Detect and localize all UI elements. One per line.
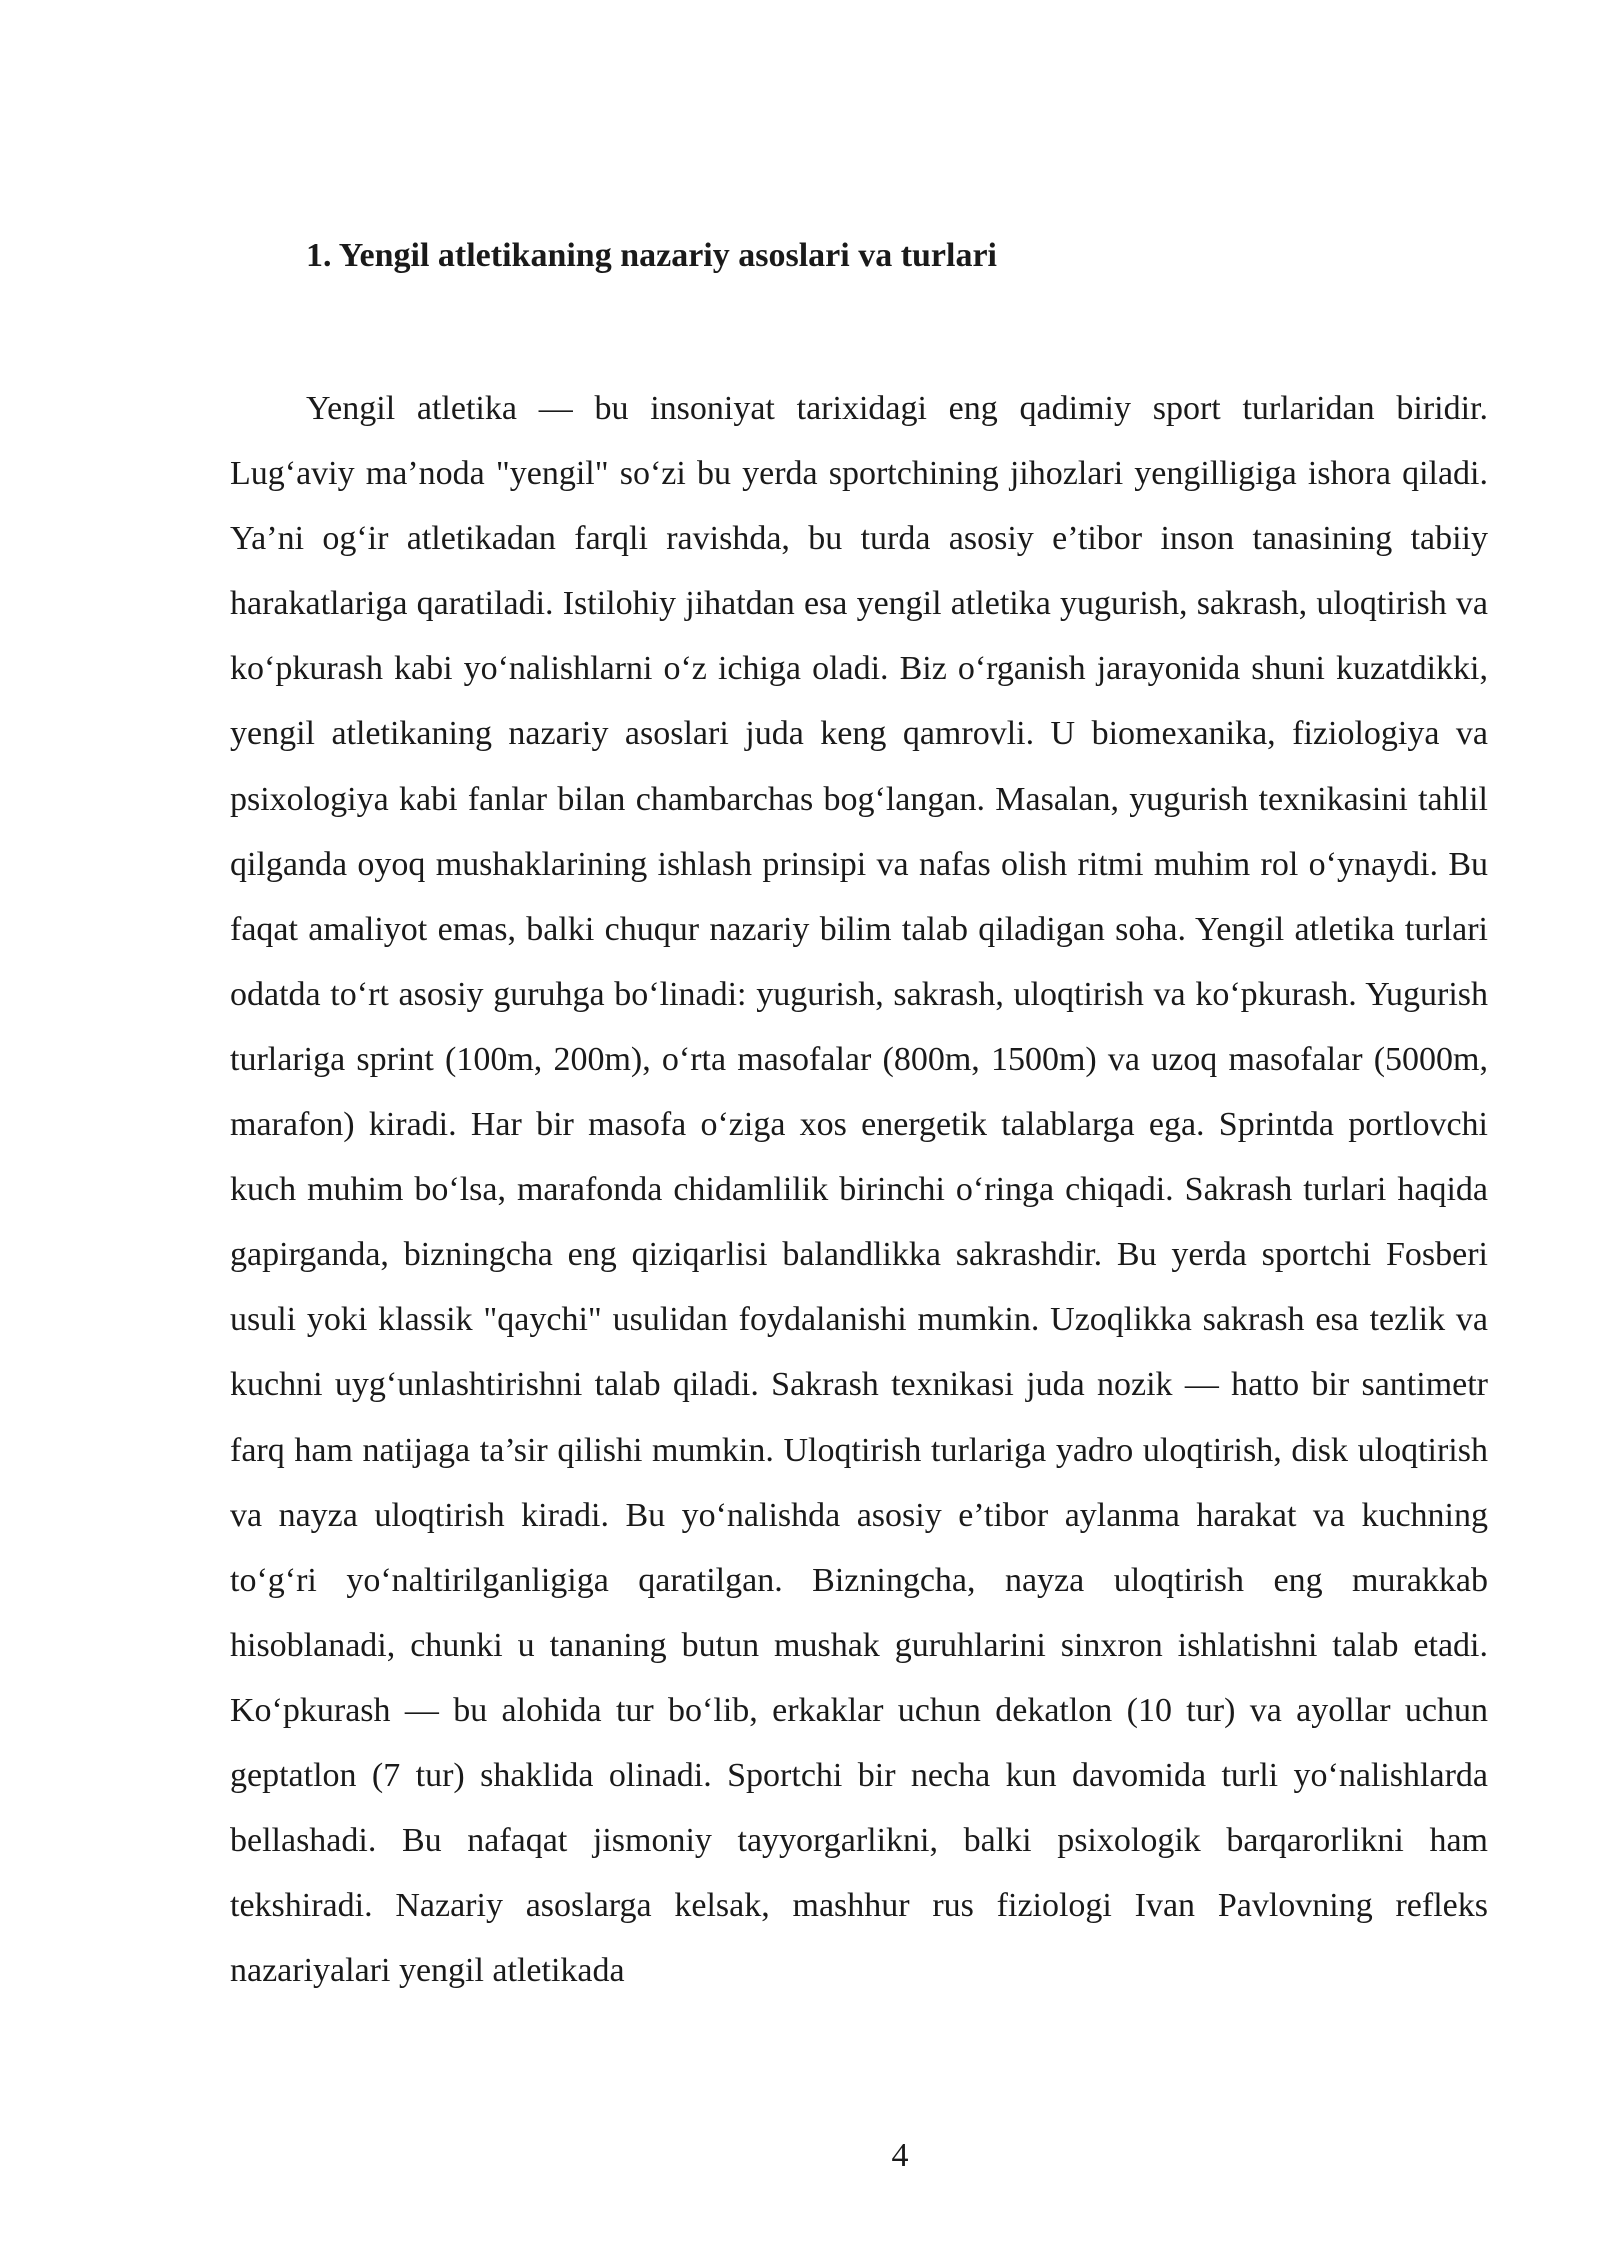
- page-number: 4: [891, 2137, 909, 2174]
- section-heading: 1. Yengil atletikaning nazariy asoslari va turlari: [306, 237, 998, 274]
- body-paragraph: Yengil atletika — bu insoniyat tarixidagi eng qadimiy sport turlaridan biridir. Lug‘aviy ma’noda "yengil" so‘zi bu yerda sportchining jihozlari yengilligiga ishora qiladi. Ya’ni og‘ir atletikadan farqli ravishda, bu turda asosiy e’tibor inson tanasining tabiiy harakatlariga qaratiladi. Istilohiy jihatdan esa yengil atletika yugurish, sakrash, uloqtirish va ko‘pkurash kabi yo‘nalishlarni o‘z ichiga oladi. Biz o‘rganish jarayonida shuni kuzatdikki, yengil atletikaning nazariy asoslari juda keng qamrovli. U biomexanika, fiziologiya va psixologiya kabi fanlar bilan chambarchas bog‘langan. Masalan, yugurish texnikasini tahlil qilganda oyoq mushaklarining ishlash prinsipi va nafas olish ritmi muhim rol o‘ynaydi. Bu faqat amaliyot emas, balki chuqur nazariy bilim talab qiladigan soha. Yengil atletika turlari odatda to‘rt asosiy guruhga bo‘linadi: yugurish, sakrash, uloqtirish va ko‘pkurash. Yugurish turlariga sprint (100m, 200m), o‘rta masofalar (800m, 1500m) va uzoq masofalar (5000m, marafon) kiradi. Har bir masofa o‘ziga xos energetik talablarga ega. Sprintda portlovchi kuch muhim bo‘lsa, marafonda chidamlilik birinchi o‘ringa chiqadi. Sakrash turlari haqida gapirganda, bizningcha eng qiziqarlisi balandlikka sakrashdir. Bu yerda sportchi Fosberi usuli yoki klassik "qaychi" usulidan foydalanishi mumkin. Uzoqlikka sakrash esa tezlik va kuchni uyg‘unlashtirishni talab qiladi. Sakrash texnikasi juda nozik — hatto bir santimetr farq ham natijaga ta’sir qilishi mumkin. Uloqtirish turlariga yadro uloqtirish, disk uloqtirish va nayza uloqtirish kiradi. Bu yo‘nalishda asosiy e’tibor aylanma harakat va kuchning to‘g‘ri yo‘naltirilganligiga qaratilgan. Bizningcha, nayza uloqtirish eng murakkab hisoblanadi, chunki u tananing butun mushak guruhlarini sinxron ishlatishni talab etadi. Ko‘pkurash — bu alohida tur bo‘lib, erkaklar uchun dekatlon (10 tur) va ayollar uchun geptatlon (7 tur) shaklida olinadi. Sportchi bir necha kun davomida turli yo‘nalishlarda bellashadi. Bu nafaqat jismoniy tayyorgarlikni, balki psixologik barqarorlikni ham tekshiradi. Nazariy asoslarga kelsak, mashhur rus fiziologi Ivan Pavlovning refleks nazariyalari yengil atletikada: [230, 390, 1488, 1990]
